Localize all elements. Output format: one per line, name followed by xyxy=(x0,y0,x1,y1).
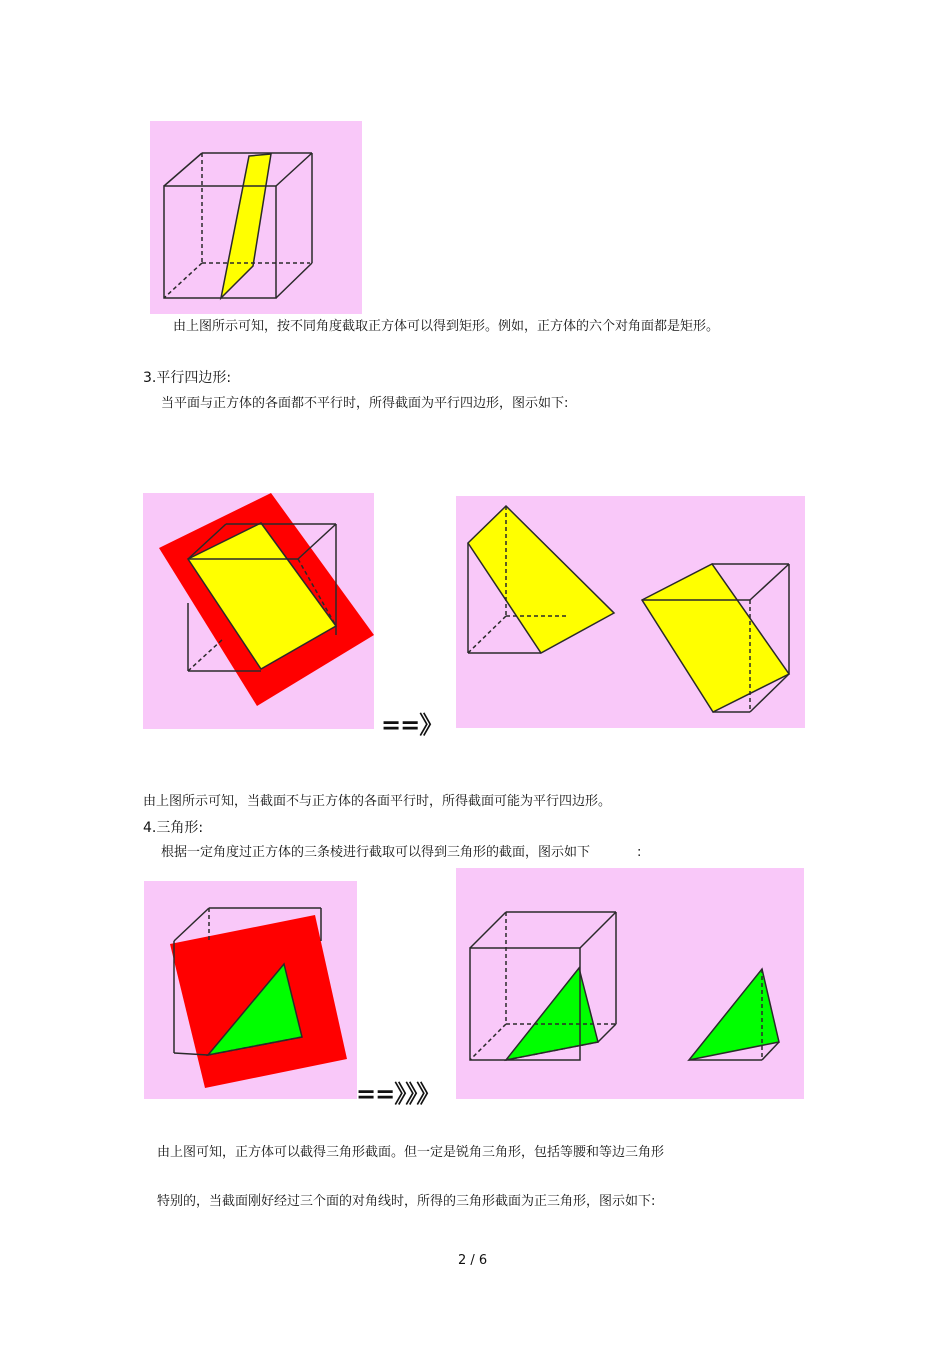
figure-rectangle-section xyxy=(150,121,362,314)
figure-triangle-cut xyxy=(144,881,357,1099)
figure-parallelogram-cut xyxy=(143,493,374,729)
intro-parallelogram: 当平面与正方体的各面都不平行时，所得截面为平行四边形，图示如下: xyxy=(161,396,569,411)
caption-rectangle: 由上图所示可知，按不同角度截取正方体可以得到矩形。例如，正方体的六个对角面都是矩形。 xyxy=(173,319,720,334)
intro-triangle: 根据一定角度过正方体的三条棱进行截取可以得到三角形的截面，图示如下 xyxy=(161,845,591,860)
page-number: 2 / 6 xyxy=(458,1253,488,1268)
heading-triangle: 4.三角形: xyxy=(143,820,204,836)
caption-parallelogram: 由上图所示可知，当截面不与正方体的各面平行时，所得截面可能为平行四边形。 xyxy=(143,794,612,809)
transition-arrow: ==》 xyxy=(381,711,443,739)
heading-parallelogram: 3.平行四边形: xyxy=(143,370,232,386)
intro-triangle-colon: : xyxy=(637,845,642,860)
caption-triangle: 由上图可知，正方体可以截得三角形截面。但一定是锐角三角形，包括等腰和等边三角形 xyxy=(157,1145,665,1160)
special-note: 特别的，当截面刚好经过三个面的对角线时，所得的三角形截面为正三角形，图示如下: xyxy=(157,1194,656,1209)
transition-arrow-triple: ==》》》 xyxy=(356,1080,440,1108)
figure-parallelogram-parts xyxy=(456,496,805,728)
figure-triangle-parts xyxy=(456,868,804,1099)
